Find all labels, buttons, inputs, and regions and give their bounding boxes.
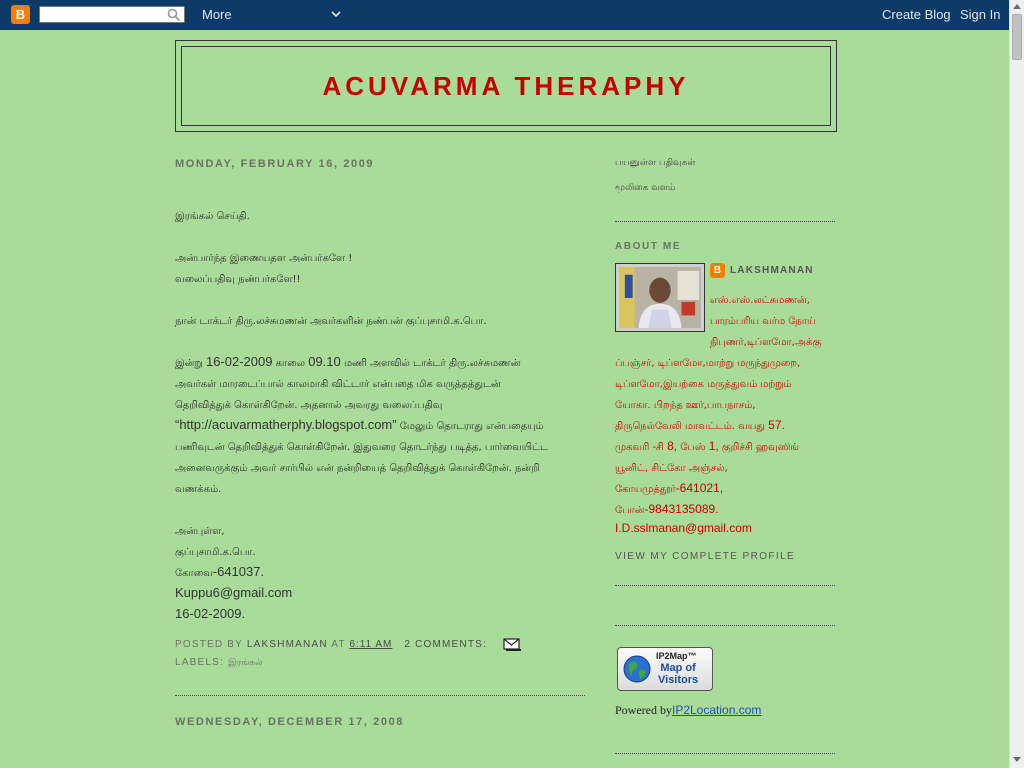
blog-title[interactable]: ACUVARMA THERAPHY bbox=[322, 71, 690, 101]
post-line: வணக்கம். bbox=[175, 484, 222, 495]
post-divider bbox=[175, 695, 585, 696]
blog-header bbox=[175, 40, 837, 132]
post-line: நான் டாக்டர் திரு.லச்சுமணன் அவர்களின் நண்பன் குப்புசாமி.க.பொ. bbox=[175, 316, 487, 327]
post-line: “http://acuvarmatherphy.blogspot.com” மேலும் தொடராது என்பதையும் bbox=[175, 417, 544, 432]
ip2map-subtitle: Map of Visitors bbox=[658, 662, 699, 686]
post-line: பணிவுடன் தெறிவித்துக் கொள்கிறேன். இதுவரை தொடர்ந்து படித்த, பார்வையிட்ட bbox=[175, 442, 548, 453]
post-timestamp-link[interactable]: 6:11 AM bbox=[349, 639, 393, 650]
blogger-navbar bbox=[0, 0, 1009, 30]
blogger-profile-icon: B bbox=[710, 263, 725, 278]
about-me-heading: ABOUT ME bbox=[615, 241, 682, 252]
post-line bbox=[175, 584, 585, 605]
blogger-logo-icon[interactable]: B bbox=[11, 5, 30, 24]
ip2map-widget-button[interactable] bbox=[617, 647, 713, 691]
scroll-up-arrow-icon[interactable] bbox=[1013, 4, 1021, 9]
post-line: அவர்கள் மாரடைப்பால் காலமாகி விட்டார் என்பதை மிக வருத்தத்துடன் bbox=[175, 379, 501, 390]
search-icon[interactable] bbox=[167, 8, 181, 22]
scrollbar-thumb[interactable] bbox=[1012, 14, 1022, 60]
view-complete-profile-link[interactable]: VIEW MY COMPLETE PROFILE bbox=[615, 551, 796, 562]
create-blog-link[interactable]: Create Blog bbox=[882, 7, 951, 22]
post-line: அனைவருக்கும் அவர் சார்பில் என் நன்றியைத் தெறிவித்துக் கொள்கிறேன். நன்றி bbox=[175, 463, 540, 474]
sidebar-link[interactable]: மூலிகை வளம் bbox=[615, 183, 676, 193]
powered-by-text: Powered byIP2Location.com bbox=[615, 703, 762, 717]
post-line: வலைப்பதிவு நண்பர்களே!! bbox=[175, 274, 301, 285]
sidebar-link[interactable]: பயனுள்ள பதிவுகள் bbox=[615, 158, 696, 168]
post-date-header: MONDAY, FEBRUARY 16, 2009 bbox=[175, 158, 375, 170]
sign-in-link[interactable]: Sign In bbox=[960, 7, 1001, 22]
ip2location-link[interactable]: IP2Location.com bbox=[672, 703, 762, 717]
post-body bbox=[175, 206, 585, 626]
more-menu[interactable]: More bbox=[202, 7, 232, 22]
post-footer: POSTED BY LAKSHMANAN AT 6:11 AM 2 COMMENTS: LABELS: இரங்கல் bbox=[175, 636, 585, 672]
email-post-icon[interactable] bbox=[503, 638, 521, 651]
profile-email-text: I.D.sslmanan@gmail.com bbox=[615, 521, 752, 535]
post-line: அன்புள்ள, bbox=[175, 526, 225, 537]
post-line: இரங்கல் செய்தி. bbox=[175, 211, 250, 222]
sidebar-divider bbox=[615, 585, 835, 586]
ip2map-title: IP2Map™ bbox=[656, 651, 697, 661]
post-label-link[interactable]: இரங்கல் bbox=[227, 658, 263, 668]
search-input[interactable] bbox=[39, 6, 185, 23]
blog-url-text: “http://acuvarmatherphy.blogspot.com” bbox=[175, 417, 397, 432]
post-date-header: WEDNESDAY, DECEMBER 17, 2008 bbox=[175, 716, 405, 728]
post-line: தெறிவித்துக் கொள்கிறேன். அதனால் அவரது வலைப்பதிவு bbox=[175, 400, 443, 411]
post-author-link[interactable]: LAKSHMANAN bbox=[246, 639, 328, 650]
profile-name-link[interactable]: LAKSHMANAN bbox=[730, 265, 814, 276]
post-line: 16-02-2009. bbox=[175, 606, 246, 621]
comments-link[interactable]: 2 COMMENTS: bbox=[404, 639, 487, 650]
globe-icon bbox=[623, 655, 651, 683]
sidebar-divider bbox=[615, 753, 835, 754]
sidebar-divider bbox=[615, 625, 835, 626]
page-scrollbar[interactable] bbox=[1009, 0, 1024, 768]
chevron-down-icon[interactable] bbox=[330, 9, 342, 19]
post-line: அன்பார்ந்த இணையதள அன்பர்களே ! bbox=[175, 253, 353, 264]
blog-header-inner bbox=[181, 46, 831, 126]
scroll-down-arrow-icon[interactable] bbox=[1013, 757, 1021, 762]
post-line: கோவை-641037. bbox=[175, 564, 265, 579]
post-line: குப்புசாமி.க.பொ. bbox=[175, 547, 256, 558]
post-line: இன்று 16-02-2009 காலை 09.10 மணி அளவில் டாக்டர் திரு.லச்சுமணன் bbox=[175, 354, 521, 369]
profile-description: எஸ்.எஸ்.லட்சுமணன், பாரம்பரிய வர்ம நோய் நிபுணர்,டிப்ளமோ,அக்கு ப்பஞ்சர், டிப்ளமோ,மாற்று மருந்துமுறை, டிப்ளமோ,இயற்கை மருத்துவம் மற்றும் யோகா. பிறந்த ஊர்,பாபநாசம், திருநெல்வேலி மாவட்டம். வயது 57. முகவரி -சி 8, பேஸ் 1, குறிச்சி ஹவுஸிங் யூனிட், சிட்கோ அஞ்சல், கோயமுத்தூர்-641021, போன்-9843135089. I.D.sslmanan@gmail.com bbox=[615, 290, 835, 535]
email-text: Kuppu6@gmail.com bbox=[175, 585, 293, 600]
sidebar-divider bbox=[615, 221, 835, 222]
